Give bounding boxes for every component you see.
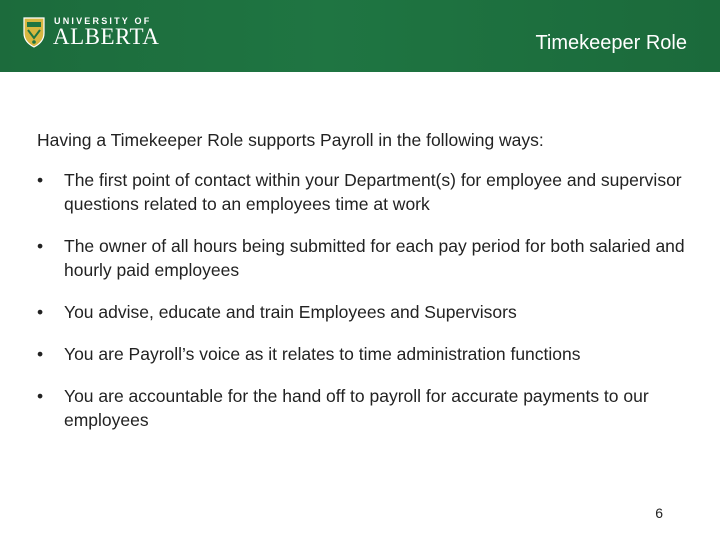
bullet-item	[37, 300, 687, 324]
bullet-text: You are accountable for the hand off to payroll for accurate payments to our employees	[64, 386, 649, 430]
bullet-item	[37, 234, 687, 282]
bullet-text: You are Payroll’s voice as it relates to time administration functions	[64, 344, 581, 364]
logo-university-of-text: UNIVERSITY OF	[54, 16, 152, 26]
bullet-icon: •	[37, 344, 44, 364]
bullet-icon: •	[37, 386, 44, 406]
bullet-list	[37, 168, 687, 432]
university-crest-icon	[22, 16, 46, 48]
bullet-text: The owner of all hours being submitted for each pay period for both salaried and hourly paid employees	[64, 236, 685, 280]
page-number: 6	[655, 505, 663, 521]
bullet-icon: •	[37, 236, 44, 256]
intro-text: Having a Timekeeper Role supports Payroll in the following ways:	[37, 130, 544, 150]
logo-alberta-text: ALBERTA	[53, 24, 160, 49]
slide-content	[37, 128, 687, 450]
bullet-text: The first point of contact within your Department(s) for employee and supervisor questions related to an employees time at work	[64, 170, 682, 214]
bullet-item	[37, 384, 687, 432]
slide-title: Timekeeper Role	[535, 32, 687, 54]
bullet-icon: •	[37, 302, 44, 322]
slide-header	[0, 0, 720, 72]
bullet-text: You advise, educate and train Employees and Supervisors	[64, 302, 517, 322]
university-logo	[22, 14, 162, 50]
bullet-item	[37, 342, 687, 366]
bullet-item	[37, 168, 687, 216]
bullet-icon: •	[37, 170, 44, 190]
